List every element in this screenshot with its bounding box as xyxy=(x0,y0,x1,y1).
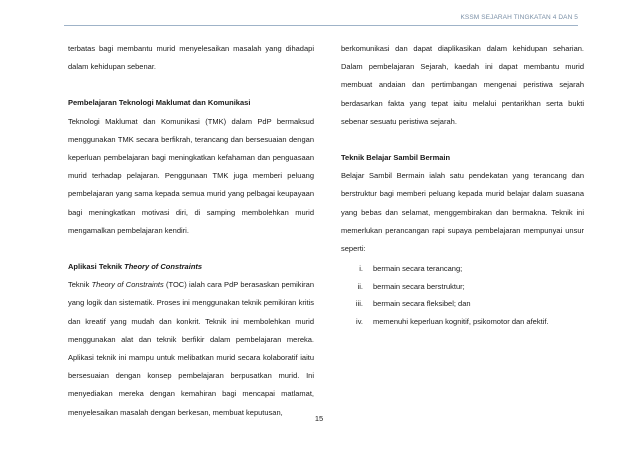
section-heading-bsb: Teknik Belajar Sambil Bermain xyxy=(341,153,451,163)
section-heading-toc xyxy=(68,258,314,276)
list-item-text: memenuhi keperluan kognitif, psikomotor dan afektif. xyxy=(373,316,549,326)
left-intro-paragraph: terbatas bagi membantu murid menyelesaikan masalah yang dihadapi dalam kehidupan sebenar. xyxy=(68,44,314,72)
right-intro-paragraph: berkomunikasi dan dapat diaplikasikan dalam kehidupan seharian. Dalam pembelajaran Sejarah, kaedah ini dapat membantu murid membuat andaian dan pertimbangan mengenai peristiwa sejarah berdasarkan fakta yang tepat iaitu melalui pentarikhan serta bukti sebenar sesuatu peristiwa sejarah. xyxy=(341,44,584,126)
toc-body-prefix: Teknik xyxy=(68,280,92,290)
page-number: 15 xyxy=(314,414,324,423)
bsb-paragraph: Belajar Sambil Bermain ialah satu pendekatan yang terancang dan berstruktur bagi memberi peluang kepada murid belajar dalam suasana yang bebas dan selamat, menggembirakan dan bermakna. Teknik ini memerlukan perancangan rapi supaya pembelajaran mempunyai unsur seperti: xyxy=(341,171,584,254)
tmk-paragraph: Teknologi Maklumat dan Komunikasi (TMK) dalam PdP bermaksud menggunakan TMK secara berfikrah, terancang dan bersesuaian dengan keperluan pembelajaran bagi meningkatkan kefahaman dan penguasaan murid terhadap pelajaran. Penggunaan TMK juga memberi peluang pembelajaran yang sama kepada semua murid yang pelbagai keupayaan bagi meningkatkan motivasi diri, di samping membolehkan murid mengamalkan pembelajaran kendiri. xyxy=(68,116,314,235)
left-column xyxy=(68,40,314,422)
list-item xyxy=(341,295,584,313)
list-item-number: ii. xyxy=(357,281,363,291)
toc-heading-italic: Theory of Constraints xyxy=(124,262,203,272)
list-item-number: i. xyxy=(359,264,363,274)
right-column xyxy=(341,40,584,330)
list-item xyxy=(341,278,584,296)
list-item xyxy=(341,260,584,278)
header-rule xyxy=(64,25,578,26)
toc-heading-prefix: Aplikasi Teknik xyxy=(68,262,125,272)
list-item-text: bermain secara terancang; xyxy=(373,264,463,274)
toc-body-italic: Theory of Constraints xyxy=(91,280,164,290)
toc-body-rest: (TOC) ialah cara PdP berasaskan pemikiran yang logik dan sistematik. Proses ini menggunakan teknik pemikiran kritis dan kreatif yang mudah dan konkrit. Teknik ini membolehkan murid menggunakan alat dan teknik berfikir dalam pembelajaran mereka. Aplikasi teknik ini mampu untuk melibatkan murid secara kolaboratif iaitu bersesuaian dengan konsep pembelajaran berpusatkan murid. Ini menyediakan mereka dengan kemahiran bagi mencapai matlamat, menyelesaikan masalah dengan berkesan, membuat keputusan, xyxy=(68,280,314,417)
list-item-number: iv. xyxy=(356,316,363,326)
running-header: KSSM SEJARAH TINGKATAN 4 DAN 5 xyxy=(460,14,578,21)
list-item-text: bermain secara fleksibel; dan xyxy=(373,299,471,309)
list-item xyxy=(341,313,584,331)
toc-paragraph xyxy=(68,276,314,422)
list-item-text: bermain secara berstruktur; xyxy=(373,281,465,291)
list-item-number: iii. xyxy=(355,299,363,309)
element-list xyxy=(341,260,584,330)
section-heading-tmk: Pembelajaran Teknologi Maklumat dan Komunikasi xyxy=(68,98,251,108)
